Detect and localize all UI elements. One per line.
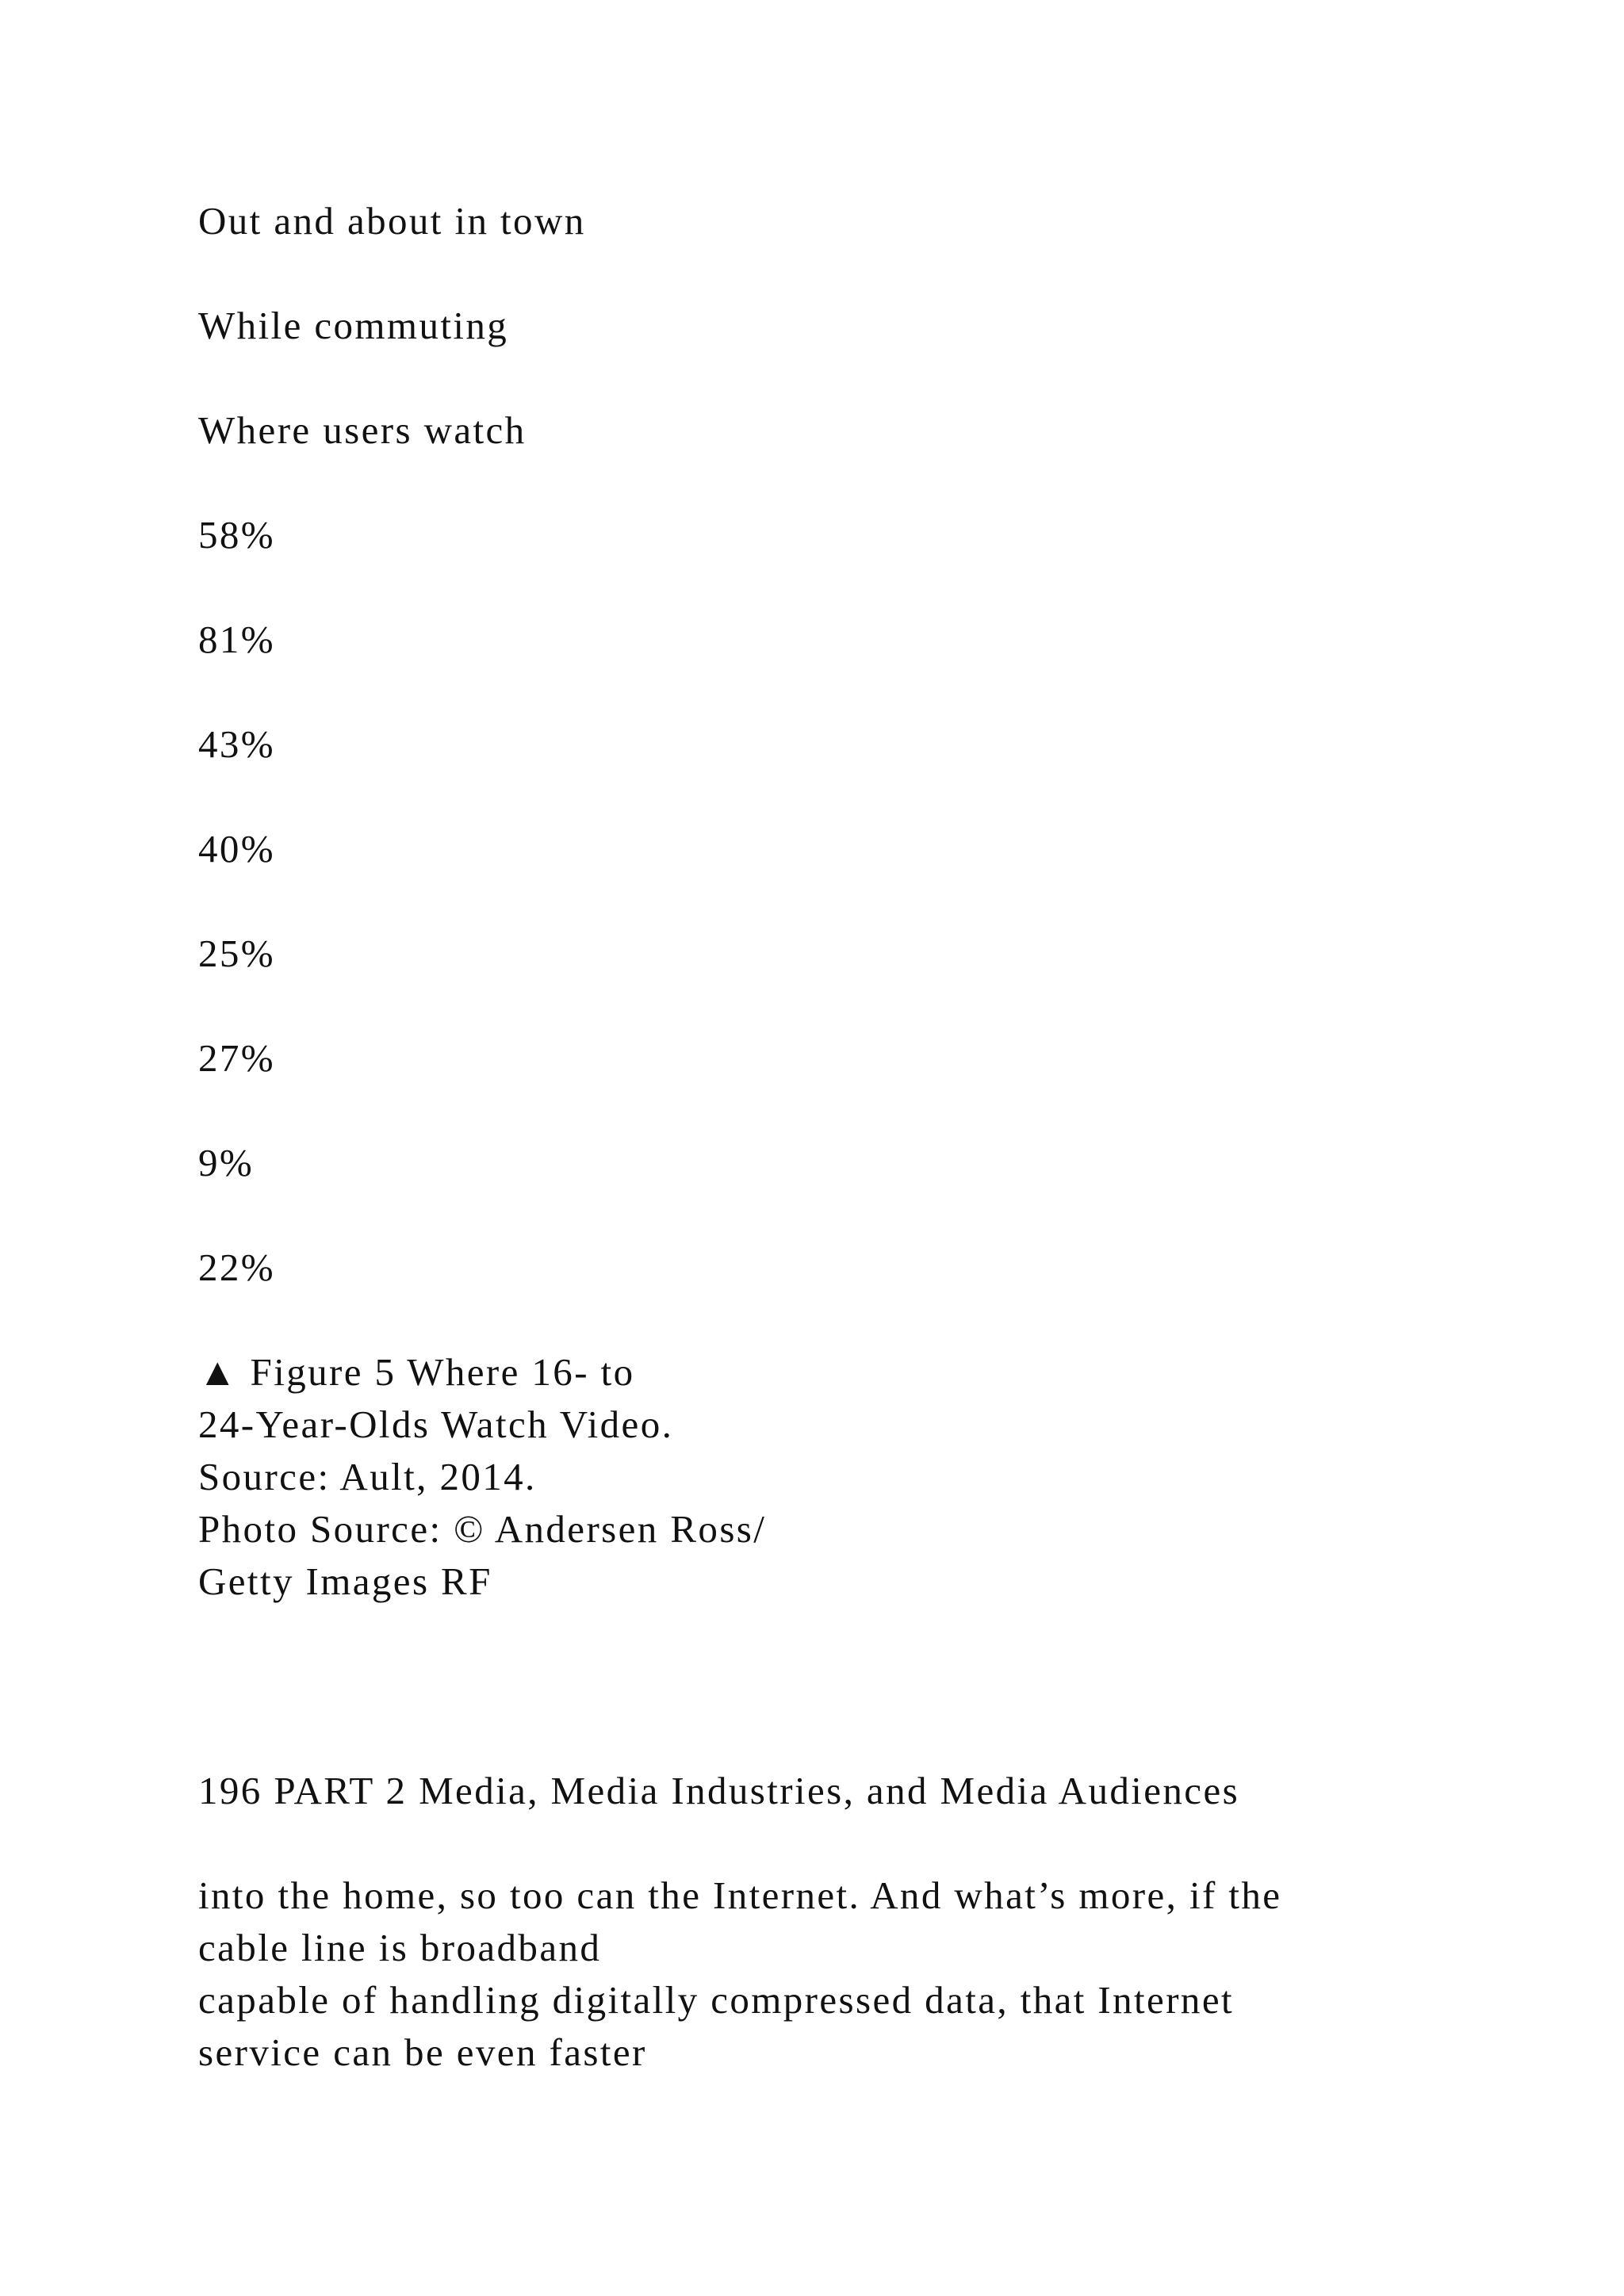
- percentage-value: 43%: [198, 722, 276, 766]
- percentage-value: 9%: [198, 1141, 255, 1184]
- location-label-commuting: While commuting: [198, 304, 509, 347]
- running-header: 196 PART 2 Media, Media Industries, and Media Audiences: [198, 1769, 1240, 1812]
- percentage-value: 40%: [198, 827, 276, 871]
- figure-caption: [198, 1346, 766, 1608]
- caption-line: Getty Images RF: [198, 1559, 492, 1603]
- location-label-out-and-about: Out and about in town: [198, 199, 586, 243]
- percentage-value: 81%: [198, 618, 276, 661]
- caption-line: Source: Ault, 2014.: [198, 1455, 537, 1498]
- percentage-value: 27%: [198, 1036, 276, 1080]
- caption-line: Photo Source: © Andersen Ross/: [198, 1507, 767, 1551]
- percentage-value: 22%: [198, 1246, 276, 1289]
- caption-line: 24-Year-Olds Watch Video.: [198, 1402, 674, 1446]
- body-line: into the home, so too can the Internet. And what’s more, if the: [198, 1873, 1282, 1917]
- body-line: service can be even faster: [198, 2030, 647, 2074]
- caption-line: ▲ Figure 5 Where 16- to: [198, 1350, 635, 1394]
- percentage-value: 58%: [198, 513, 276, 557]
- body-line: cable line is broadband: [198, 1926, 602, 1969]
- body-line: capable of handling digitally compressed data, that Internet: [198, 1978, 1234, 2022]
- percentage-value: 25%: [198, 932, 276, 975]
- body-paragraph: [198, 1869, 1281, 2079]
- figure-heading: Where users watch: [198, 408, 527, 452]
